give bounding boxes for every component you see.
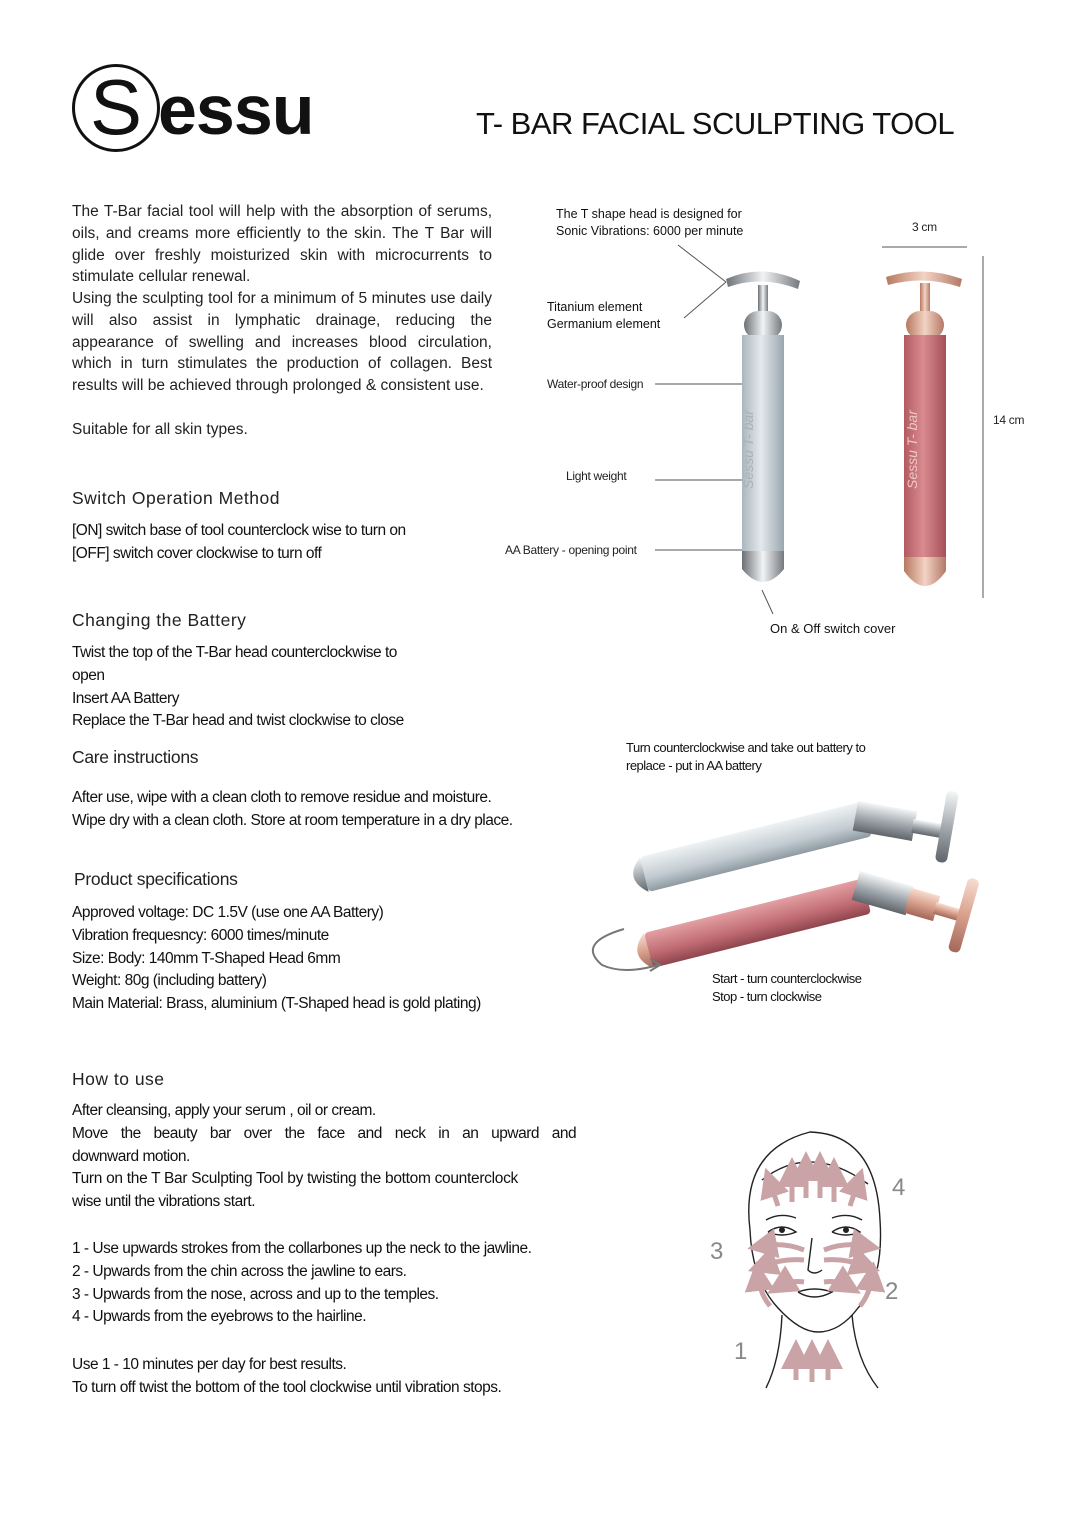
step-line: 1 - Use upwards strokes from the collarbones up the neck to the jawline. bbox=[72, 1240, 532, 1257]
leader-line bbox=[678, 245, 726, 282]
face-massage-diagram bbox=[700, 1110, 920, 1400]
nose bbox=[808, 1238, 822, 1273]
spec-line: Weight: 80g (including battery) bbox=[72, 972, 267, 990]
step-line: 4 - Upwards from the eyebrows to the hairline. bbox=[72, 1308, 367, 1326]
logo-wordmark: essu bbox=[158, 71, 314, 149]
care-line: Wipe dry with a clean cloth. Store at room temperature in a dry place. bbox=[72, 811, 513, 829]
forehead-arrow bbox=[770, 1182, 778, 1206]
care-line: After use, wipe with a clean cloth to remove residue and moisture. bbox=[72, 789, 492, 806]
head-cap bbox=[906, 311, 944, 339]
head-cap bbox=[744, 311, 782, 339]
label-line: Germanium element bbox=[547, 317, 661, 331]
jaw-arrow bbox=[860, 1276, 872, 1306]
cheek-arrow bbox=[824, 1260, 866, 1266]
zone-label-2: 2 bbox=[885, 1278, 899, 1305]
hairline-outline bbox=[749, 1132, 880, 1230]
intro-paragraph-3: Suitable for all skin types. bbox=[72, 421, 248, 438]
label-line: Titanium element bbox=[547, 300, 643, 314]
neck bbox=[920, 283, 930, 313]
battery-line: Replace the T-Bar head and twist clockwise to close bbox=[72, 712, 404, 730]
rose-engraving: Sessu T- bar bbox=[904, 410, 920, 490]
how-line: downward motion. bbox=[72, 1147, 190, 1165]
elements-label bbox=[547, 299, 660, 333]
silver-neck bbox=[911, 819, 943, 838]
closing-line: Use 1 - 10 minutes per day for best results. bbox=[72, 1356, 347, 1373]
battery-point-label: AA Battery - opening point bbox=[505, 543, 637, 557]
spec-line: Size: Body: 140mm T-Shaped Head 6mm bbox=[72, 949, 341, 967]
cheek-arrow bbox=[824, 1245, 866, 1250]
label-line: Sonic Vibrations: 6000 per minute bbox=[556, 224, 744, 238]
zone-label-1: 1 bbox=[734, 1338, 748, 1365]
neck bbox=[758, 285, 768, 313]
step-line: 3 - Upwards from the nose, across and up to the temples. bbox=[72, 1285, 439, 1303]
spec-line: Vibration frequesncy: 6000 times/minute bbox=[72, 926, 329, 944]
neck-right-outline bbox=[852, 1315, 878, 1388]
intro-paragraph-2: Using the sculpting tool for a minimum of 5 minutes use daily will also assist in lymphatic drainage, reducing the appearance of swelling and increases blood circulation, which in turn stimulates the production of collagen. Best results will be achieved through prolonged & consistent use. bbox=[72, 290, 492, 395]
specs-heading: Product specifications bbox=[74, 869, 238, 889]
cheek-arrow bbox=[762, 1260, 804, 1266]
switch-cover-label: On & Off switch cover bbox=[770, 621, 896, 636]
jaw-arrow bbox=[824, 1282, 848, 1287]
spec-line: Approved voltage: DC 1.5V (use one AA Battery) bbox=[72, 904, 384, 921]
left-pupil bbox=[779, 1227, 785, 1233]
twist-caption bbox=[626, 739, 865, 775]
caption-line: Start - turn counterclockwise bbox=[712, 971, 862, 986]
switch-operation-heading: Switch Operation Method bbox=[72, 488, 280, 508]
right-eyebrow bbox=[832, 1215, 862, 1220]
caption-line: Stop - turn clockwise bbox=[712, 989, 822, 1004]
label-line: The T shape head is designed for bbox=[556, 207, 742, 221]
twisted-tbars-illustration bbox=[590, 775, 1010, 975]
how-line: Turn on the T Bar Sculpting Tool by twisting the bottom counterclock bbox=[72, 1170, 519, 1188]
jaw-arrow bbox=[780, 1282, 804, 1287]
forehead-arrow bbox=[850, 1182, 858, 1206]
silver-handle bbox=[640, 801, 872, 892]
hair-part-line bbox=[762, 1162, 868, 1184]
face-outline bbox=[750, 1220, 881, 1332]
how-line: After cleansing, apply your serum , oil or cream. bbox=[72, 1102, 376, 1119]
rose-handle bbox=[644, 879, 871, 968]
switch-cover bbox=[742, 551, 784, 582]
step-line: 2 - Upwards from the chin across the jawline to ears. bbox=[72, 1262, 407, 1280]
t-head-label bbox=[556, 206, 743, 240]
start-stop-caption bbox=[712, 970, 862, 1006]
zone-label-3: 3 bbox=[710, 1238, 724, 1265]
caption-line: replace - put in AA battery bbox=[626, 758, 762, 773]
logo-circle-letter: S bbox=[72, 64, 160, 152]
zone-label-4: 4 bbox=[892, 1174, 906, 1201]
leader-line bbox=[684, 282, 726, 318]
spec-line: Main Material: Brass, aluminium (T-Shaped head is gold plating) bbox=[72, 995, 481, 1013]
closing-line: To turn off twist the bottom of the tool clockwise until vibration stops. bbox=[72, 1378, 502, 1396]
neck-left-outline bbox=[766, 1315, 782, 1388]
lightweight-label: Light weight bbox=[566, 469, 627, 483]
left-eyebrow bbox=[766, 1215, 796, 1220]
battery-heading: Changing the Battery bbox=[72, 610, 247, 630]
right-pupil bbox=[843, 1227, 849, 1233]
cheek-arrow bbox=[762, 1245, 804, 1250]
how-line: Move the beauty bar over the face and neck in an upward and bbox=[72, 1124, 577, 1142]
jaw-arrow bbox=[758, 1276, 770, 1306]
intro-paragraph-1: The T-Bar facial tool will help with the absorption of serums, oils, and creams more efficiently to the skin. The T Bar will glide over freshly moisturized skin with microcurrents to stimulate cellular renewal. bbox=[72, 203, 492, 286]
switch-line: [ON] switch base of tool counterclock wise to turn on bbox=[72, 522, 406, 539]
switch-line: [OFF] switch cover clockwise to turn off bbox=[72, 544, 322, 562]
battery-line: Insert AA Battery bbox=[72, 689, 179, 707]
battery-line: open bbox=[72, 666, 105, 684]
switch-cover bbox=[904, 557, 946, 586]
how-line: wise until the vibrations start. bbox=[72, 1193, 256, 1211]
silver-engraving: Sessu T- bar bbox=[740, 410, 756, 490]
waterproof-label: Water-proof design bbox=[547, 377, 644, 391]
height-dimension-label: 14 cm bbox=[993, 413, 1025, 427]
battery-line: Twist the top of the T-Bar head counterclockwise to bbox=[72, 644, 397, 661]
care-heading: Care instructions bbox=[72, 747, 199, 767]
how-to-use-heading: How to use bbox=[72, 1069, 165, 1089]
caption-line: Turn counterclockwise and take out battery to bbox=[626, 740, 866, 755]
width-dimension-label: 3 cm bbox=[912, 220, 937, 234]
lips bbox=[798, 1289, 832, 1297]
page-title: T- BAR FACIAL SCULPTING TOOL bbox=[476, 106, 955, 141]
